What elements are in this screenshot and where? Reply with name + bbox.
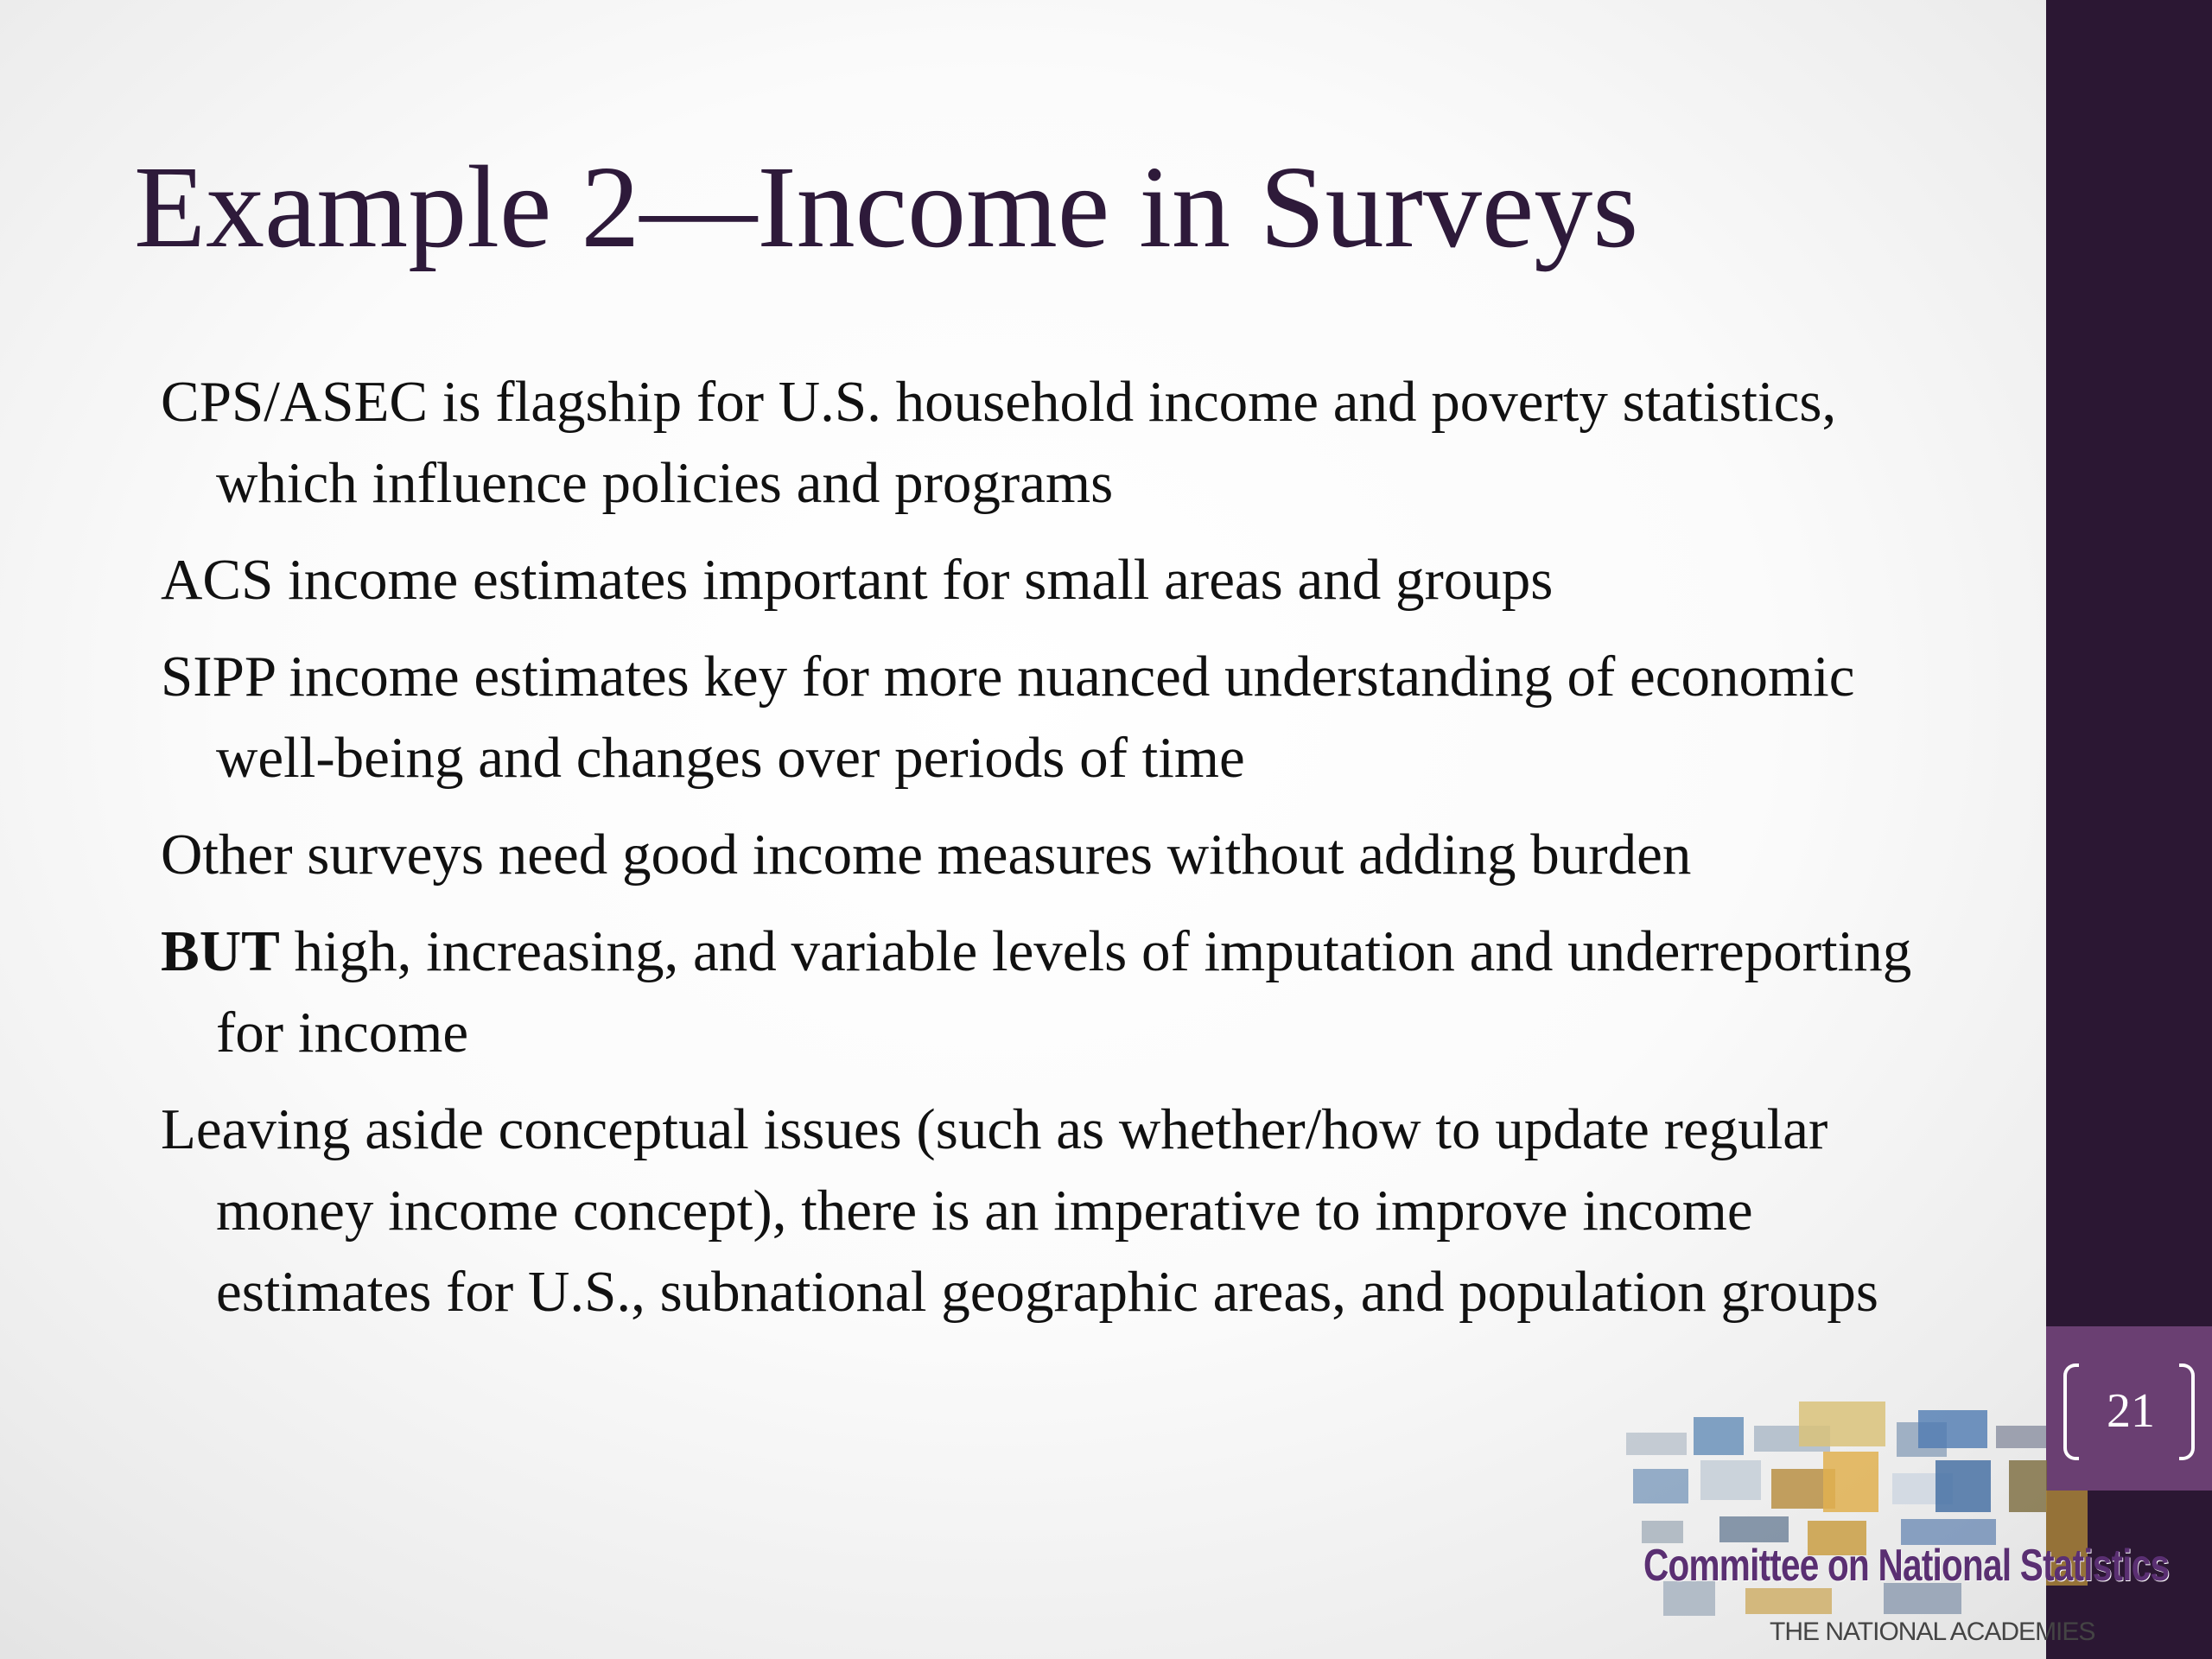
bullet-text: high, increasing, and variable levels of imputation and underreporting for income (216, 919, 1912, 1065)
bullet-item (161, 539, 1958, 620)
cnstat-logo-text: Committee on National Statistics (1643, 1541, 2170, 1591)
right-bracket-icon (2179, 1363, 2195, 1460)
bullet-text: CPS/ASEC is flagship for U.S. household income and poverty statistics, which influence policies and programs (161, 370, 1837, 515)
left-bracket-icon (2063, 1363, 2079, 1460)
slide-title: Example 2—Income in Surveys (134, 143, 1639, 272)
bullet-list (161, 361, 1958, 1348)
national-academies-label: THE NATIONAL ACADEMIES (1770, 1618, 2095, 1646)
page-number: 21 (2107, 1384, 2155, 1438)
bullet-item (161, 361, 1958, 524)
bullet-bold-lead: BUT (161, 919, 280, 983)
bullet-text: Leaving aside conceptual issues (such as whether/how to update regular money income concept), there is an imperative to improve income estimates for U.S., subnational geographic areas, and population groups (161, 1097, 1878, 1324)
bullet-text: Other surveys need good income measures without adding burden (161, 823, 1692, 887)
bullet-item (161, 636, 1958, 798)
bullet-item (161, 911, 1958, 1073)
bullet-text: SIPP income estimates key for more nuanced understanding of economic well-being and changes over periods of time (161, 645, 1855, 790)
bullet-item (161, 814, 1958, 895)
bullet-text: ACS income estimates important for small areas and groups (161, 548, 1554, 612)
bullet-item (161, 1089, 1958, 1332)
